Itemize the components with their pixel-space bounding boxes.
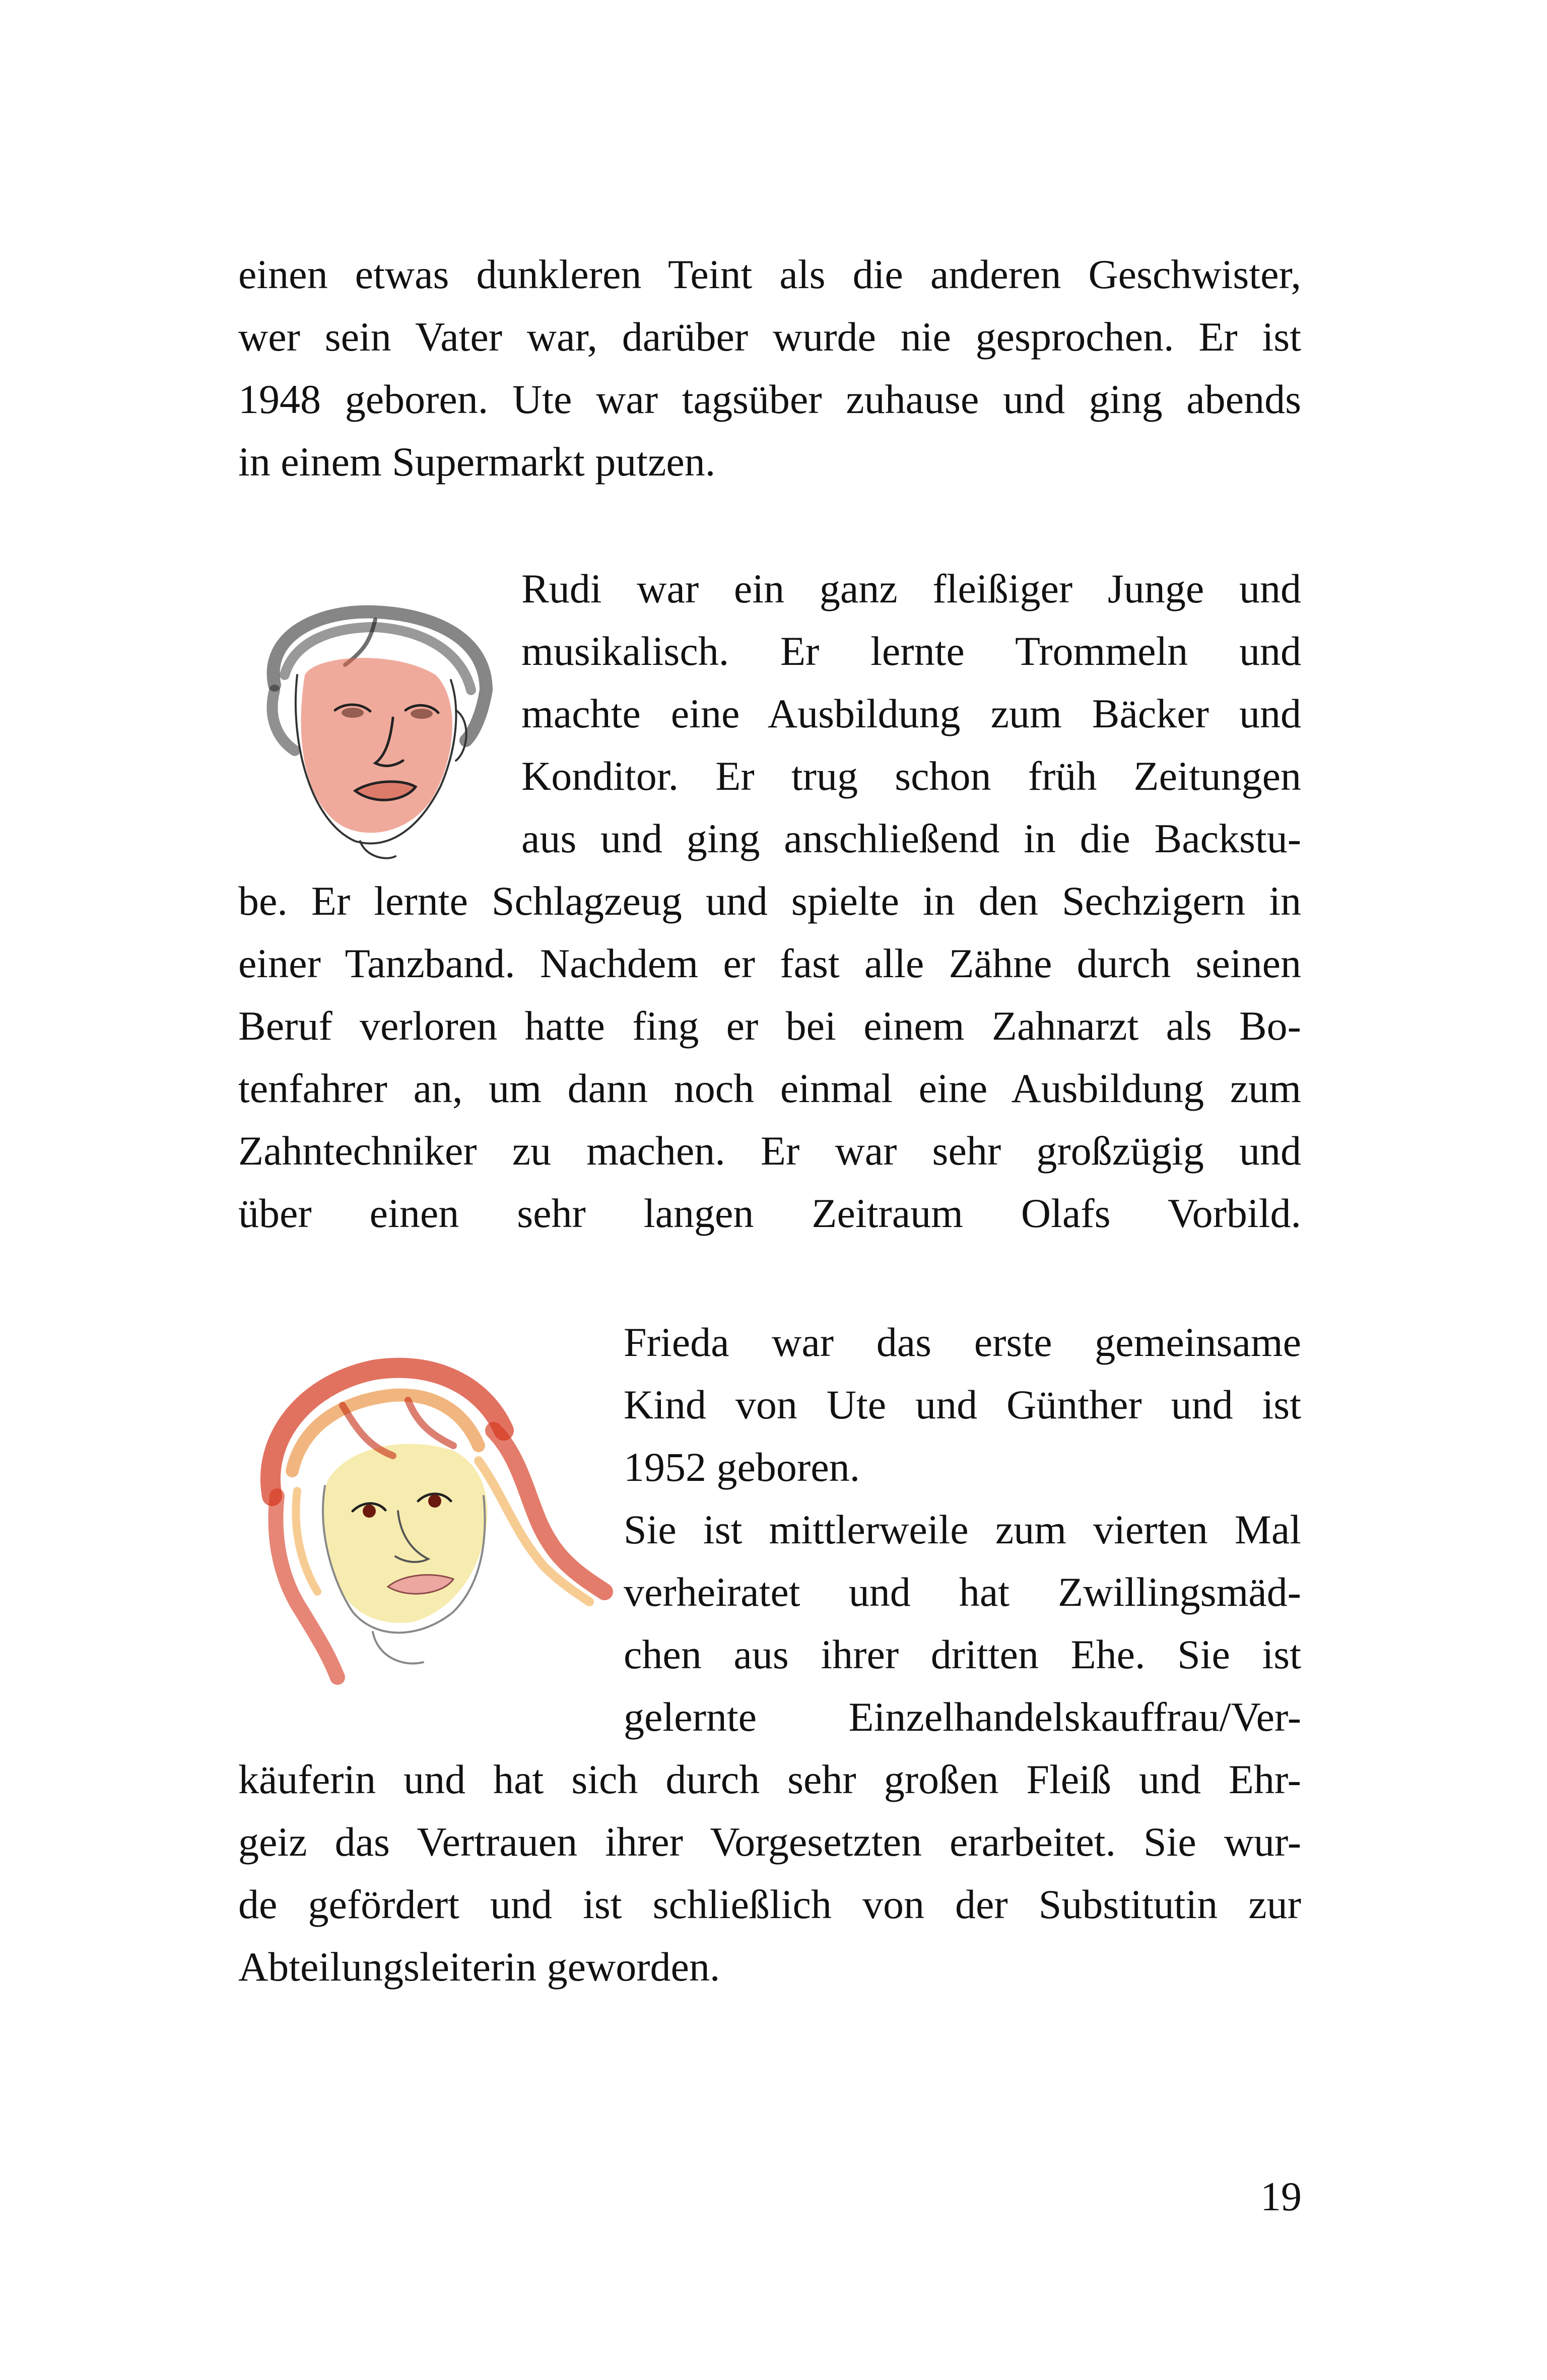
text-line: geiz das Vertrauen ihrer Vorgesetzten erarbeitet. Sie wur-	[238, 1821, 1301, 1865]
text-line: machte eine Ausbildung zum Bäcker und	[521, 693, 1301, 736]
text-line: 1952 geboren.	[624, 1444, 860, 1490]
text-line: käuferin und hat sich durch sehr großen Fleiß und Ehr-	[238, 1759, 1301, 1802]
text-line: be. Er lernte Schlagzeug und spielte in den Sechzigern in	[238, 880, 1301, 924]
text-line: Beruf verloren hatte fing er bei einem Zahnarzt als Bo-	[238, 1005, 1301, 1049]
text-line: über einen sehr langen Zeitraum Olafs Vorbild.	[238, 1193, 1301, 1236]
text-line: tenfahrer an, um dann noch einmal eine Ausbildung zum	[238, 1068, 1301, 1111]
text-line: Kind von Ute und Günther und ist	[624, 1384, 1301, 1427]
text-line: einer Tanzband. Nachdem er fast alle Zähne durch seinen	[238, 943, 1301, 986]
text-line: Abteilungsleiterin geworden.	[238, 1944, 720, 1990]
page-number: 19	[1260, 2173, 1302, 2219]
text-line: wer sein Vater war, darüber wurde nie gesprochen. Er ist	[238, 316, 1301, 360]
text-line: musikalisch. Er lernte Trommeln und	[521, 631, 1301, 674]
text-line: de gefördert und ist schließlich von der Substitutin zur	[238, 1884, 1301, 1927]
text-line: einen etwas dunkleren Teint als die anderen Geschwister,	[238, 254, 1301, 297]
text-line: 1948 geboren. Ute war tagsüber zuhause und ging abends	[238, 379, 1301, 422]
text-line: Sie ist mittlerweile zum vierten Mal	[624, 1509, 1301, 1552]
frieda-portrait	[242, 1330, 625, 1713]
rudi-portrait	[244, 589, 506, 871]
text-line: gelernte Einzelhandelskauffrau/Ver-	[624, 1696, 1301, 1740]
text-line: Konditor. Er trug schon früh Zeitungen	[521, 756, 1301, 799]
text-line: verheiratet und hat Zwillingsmäd-	[624, 1572, 1301, 1615]
text-line: in einem Supermarkt putzen.	[238, 439, 716, 485]
text-line: aus und ging anschließend in die Backstu-	[521, 818, 1301, 861]
text-line: Frieda war das erste gemeinsame	[624, 1322, 1301, 1365]
text-line: chen aus ihrer dritten Ehe. Sie ist	[624, 1634, 1301, 1677]
text-line: Zahntechniker zu machen. Er war sehr großzügig und	[238, 1130, 1301, 1174]
text-line: Rudi war ein ganz fleißiger Junge und	[521, 568, 1301, 611]
